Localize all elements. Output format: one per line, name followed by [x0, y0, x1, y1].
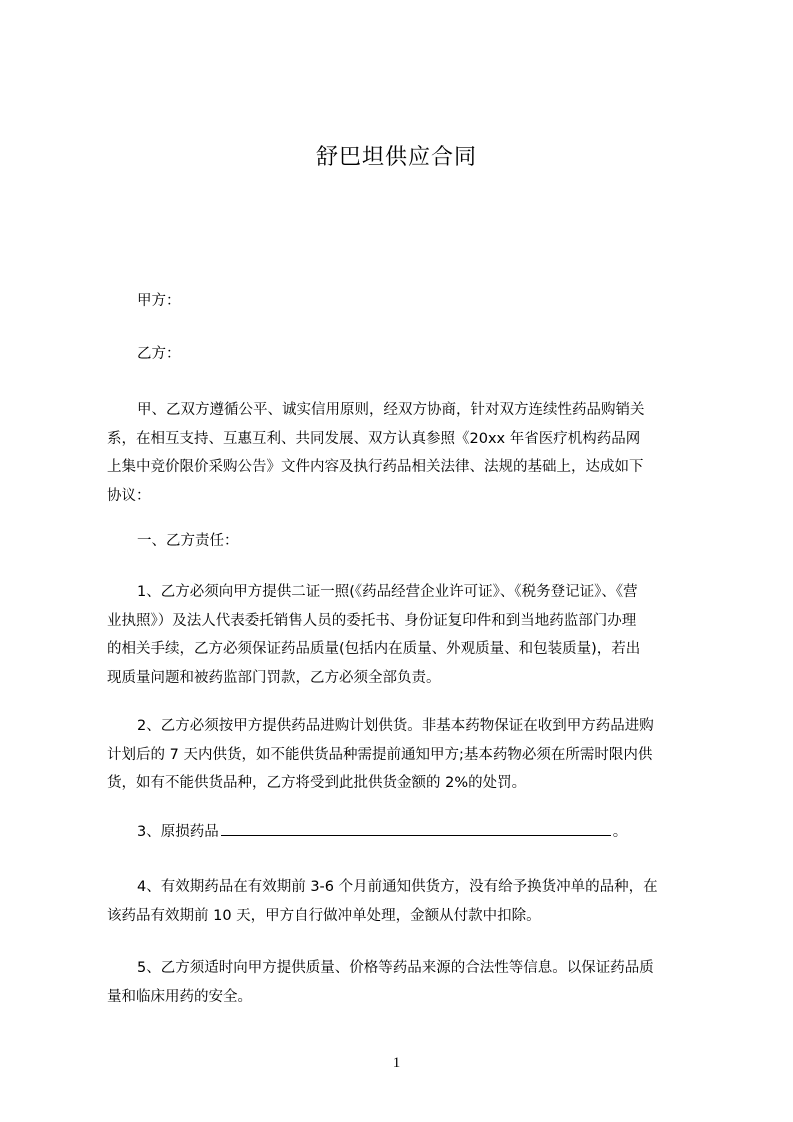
clause-3-blank-line: [221, 821, 611, 836]
clause-3-suffix: 。: [612, 824, 628, 840]
document-title: 舒巴坦供应合同: [315, 145, 477, 170]
preamble-line: 甲、乙双方遵循公平、诚实信用原则，经双方协商，针对双方连续性药品购销关: [137, 402, 645, 418]
clause-5-line: 量和临床用药的安全。: [107, 988, 252, 1005]
preamble-line: 协议：: [107, 487, 151, 504]
clause-5: [107, 954, 703, 1011]
clause-2-line: 货，如有不能供货品种，乙方将受到此批供货金额的 2%的处罚。: [107, 775, 527, 791]
clause-3: [107, 818, 737, 847]
preamble-line: 上集中竞价限价采购公告》文件内容及执行药品相关法律、法规的基础上，达成如下: [107, 459, 644, 475]
section-heading-party-b-duties: 一、乙方责任：: [137, 533, 239, 549]
clause-3-prefix: 3、原损药品: [137, 824, 219, 840]
clause-2-line: 计划后的 7 天内供货，如不能供货品种需提前通知甲方;基本药物必须在所需时限内供: [107, 746, 653, 763]
clause-2-line: 2、乙方必须按甲方提供药品进购计划供货。非基本药物保证在收到甲方药品进购: [137, 718, 654, 734]
clause-1-line: 1、乙方必须向甲方提供二证一照(《药品经营企业许可证》、《税务登记证》、《营: [137, 584, 638, 600]
clause-1-line: 业执照》）及法人代表委托销售人员的委托书、身份证复印件和到当地药监部门办理: [107, 612, 637, 629]
page-number: 1: [392, 1055, 401, 1071]
clause-4: [107, 873, 703, 930]
clause-4-line: 4、有效期药品在有效期前 3-6 个月前通知供货方，没有给予换货冲单的品种，在: [137, 879, 658, 895]
party-b-label: 乙方：: [137, 346, 181, 362]
party-a-label: 甲方：: [137, 293, 181, 309]
clause-4-line: 该药品有效期前 10 天，甲方自行做冲单处理，金额从付款中扣除。: [107, 907, 541, 924]
preamble-paragraph: [107, 396, 703, 510]
clause-5-line: 5、乙方须适时向甲方提供质量、价格等药品来源的合法性等信息。以保证药品质: [137, 960, 654, 976]
clause-1-line: 的相关手续，乙方必须保证药品质量(包括内在质量、外观质量、和包装质量)，若出: [107, 641, 641, 657]
clause-1: [107, 578, 703, 692]
clause-2: [107, 712, 703, 798]
clause-1-line: 现质量问题和被药监部门罚款，乙方必须全部负责。: [107, 669, 441, 686]
preamble-line: 系，在相互支持、互惠互利、共同发展、双方认真参照《20xx 年省医疗机构药品网: [107, 430, 641, 447]
